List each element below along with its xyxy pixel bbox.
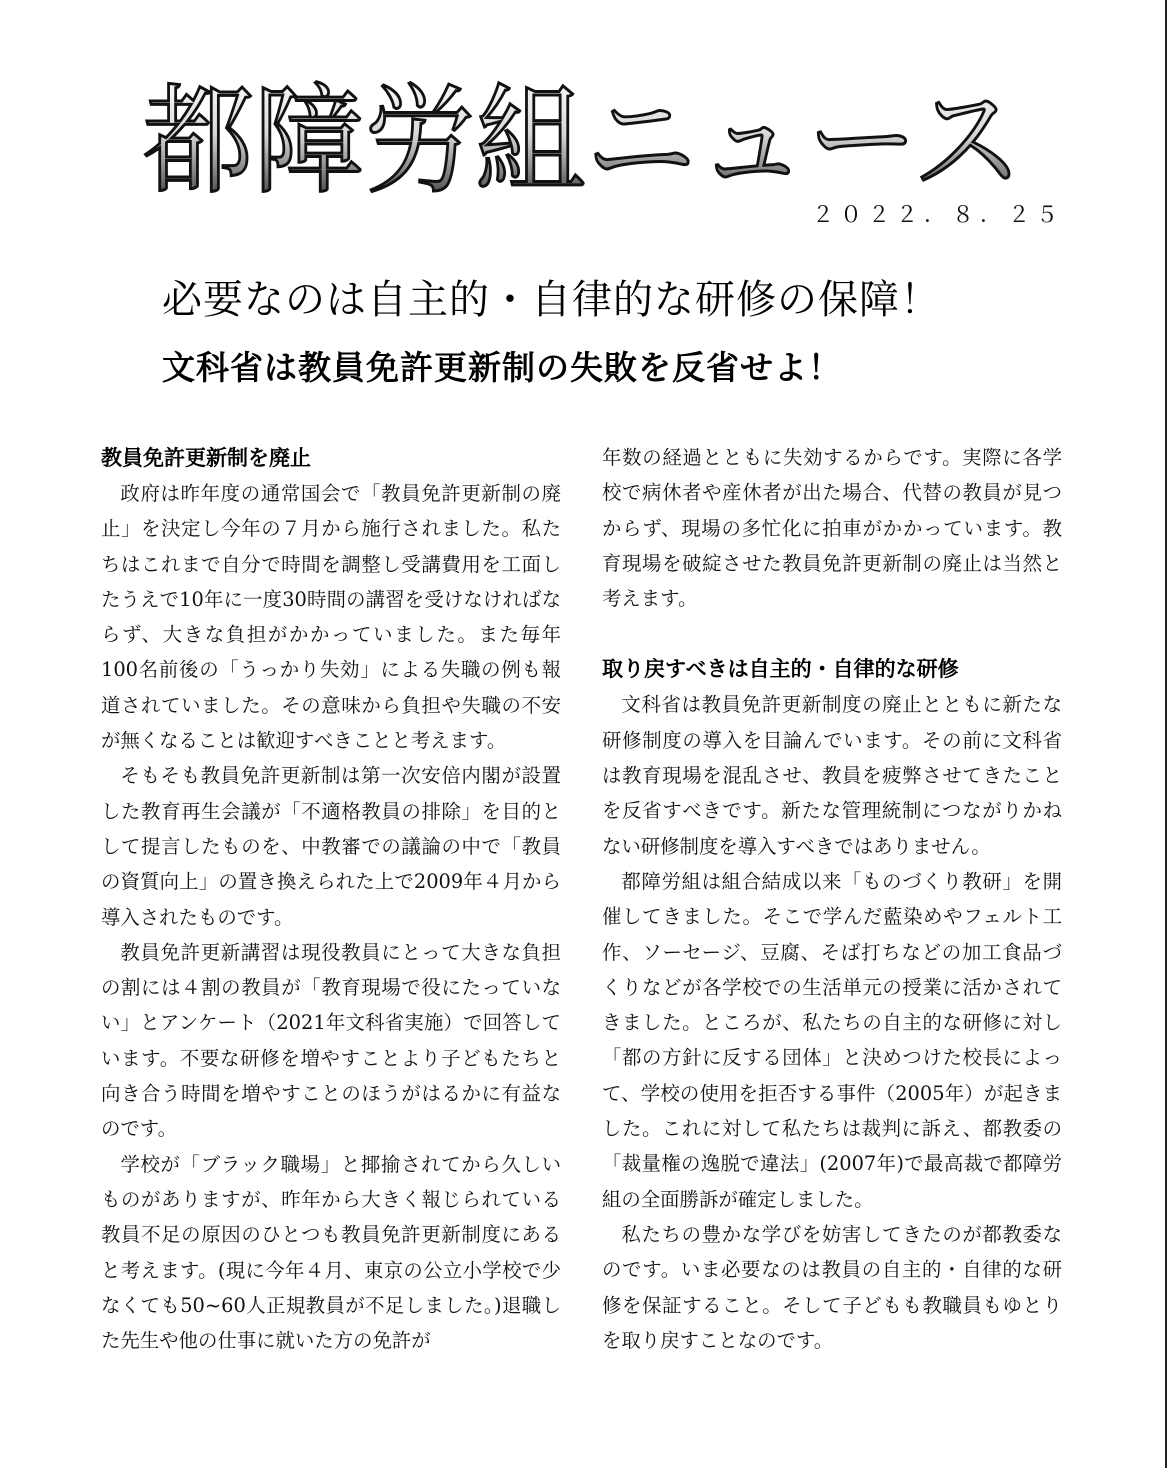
masthead-title-graphic bbox=[0, 62, 1167, 212]
paragraph-continuation: 年数の経過とともに失効するからです。実際に各学校で病休者や産休者が出た場合、代替の教員が見つからず、現場の多忙化に拍車がかかっています。教育現場を破綻させた教員免許更新制の廃止は当然と考えます。 bbox=[602, 446, 1062, 611]
subheadline: 文科省は教員免許更新制の失敗を反省せよ！ bbox=[162, 348, 842, 387]
paragraph: そもそも教員免許更新制は第一次安倍内閣が設置した教育再生会議が「不適格教員の排除」を目的として提言したものを、中教審での議論の中で「教員の資質向上」の置き換えられた上で2009年４月から導入されたものです。 bbox=[101, 764, 561, 929]
paragraph: 教員免許更新講習は現役教員にとって大きな負担の割には４割の教員が「教育現場で役にたっていない」とアンケート（2021年文科省実施）で回答しています。不要な研修を増やすことより子どもたちと向き合う時間を増やすことのほうがはるかに有益なのです。 bbox=[101, 940, 561, 1141]
left-column bbox=[101, 440, 561, 1358]
headline: 必要なのは自主的・自律的な研修の保障！ bbox=[162, 277, 941, 323]
masthead bbox=[0, 62, 1167, 212]
paragraph: 都障労組は組合結成以来「ものづくり教研」を開催してきました。そこで学んだ藍染めやフェルト工作、ソーセージ、豆腐、そば打ちなどの加工食品づくりなどが各学校での生活単元の授業に活かされてきました。ところが、私たちの自主的な研修に対し「都の方針に反する団体」と決めつけた校長によって、学校の使用を拒否する事件（2005年）が起きました。これに対して私たちは裁判に訴え、都教委の「裁量権の逸脱で違法」(2007年)で最高裁で都障労組の全面勝訴が確定しました。 bbox=[602, 869, 1062, 1211]
paragraph: 政府は昨年度の通常国会で「教員免許更新制の廃止」を決定し今年の７月から施行されました。私たちはこれまで自分で時間を調整し受講費用を工面したうえで10年に一度30時間の講習を受けなければならず、大きな負担がかかっていました。また毎年100名前後の「うっかり失効」による失職の例も報道されていました。その意味から負担や失職の不安が無くなることは歓迎すべきことと考えます。 bbox=[101, 482, 561, 753]
masthead-title: 都障労組ニュース bbox=[143, 72, 1023, 210]
section-heading-abolition: 教員免許更新制を廃止 bbox=[101, 446, 311, 470]
paragraph: 学校が「ブラック職場」と揶揄されてから久しいものがありますが、昨年から大きく報じられている教員不足の原因のひとつも教員免許更新制度にあると考えます。(現に今年４月、東京の公立小学校で少なくても50~60人正規教員が不足しました。)退職した先生や他の仕事に就いた方の免許が bbox=[101, 1152, 561, 1353]
issue-date: ２０２２．８．２５ bbox=[812, 203, 1065, 228]
section-heading-training: 取り戻すべきは自主的・自律的な研修 bbox=[602, 657, 959, 682]
section-spacer bbox=[602, 616, 1062, 651]
right-column bbox=[602, 440, 1062, 1358]
paragraph: 私たちの豊かな学びを妨害してきたのが都教委なのです。いま必要なのは教員の自主的・自律的な研修を保証すること。そして子どもも教職員もゆとりを取り戻すことなのです。 bbox=[602, 1222, 1062, 1352]
paragraph: 文科省は教員免許更新制度の廃止とともに新たな研修制度の導入を目論んでいます。その前に文科省は教育現場を混乱させ、教員を疲弊させてきたことを反省すべきです。新たな管理統制につながりかねない研修制度を導入すべきではありません。 bbox=[602, 693, 1062, 858]
